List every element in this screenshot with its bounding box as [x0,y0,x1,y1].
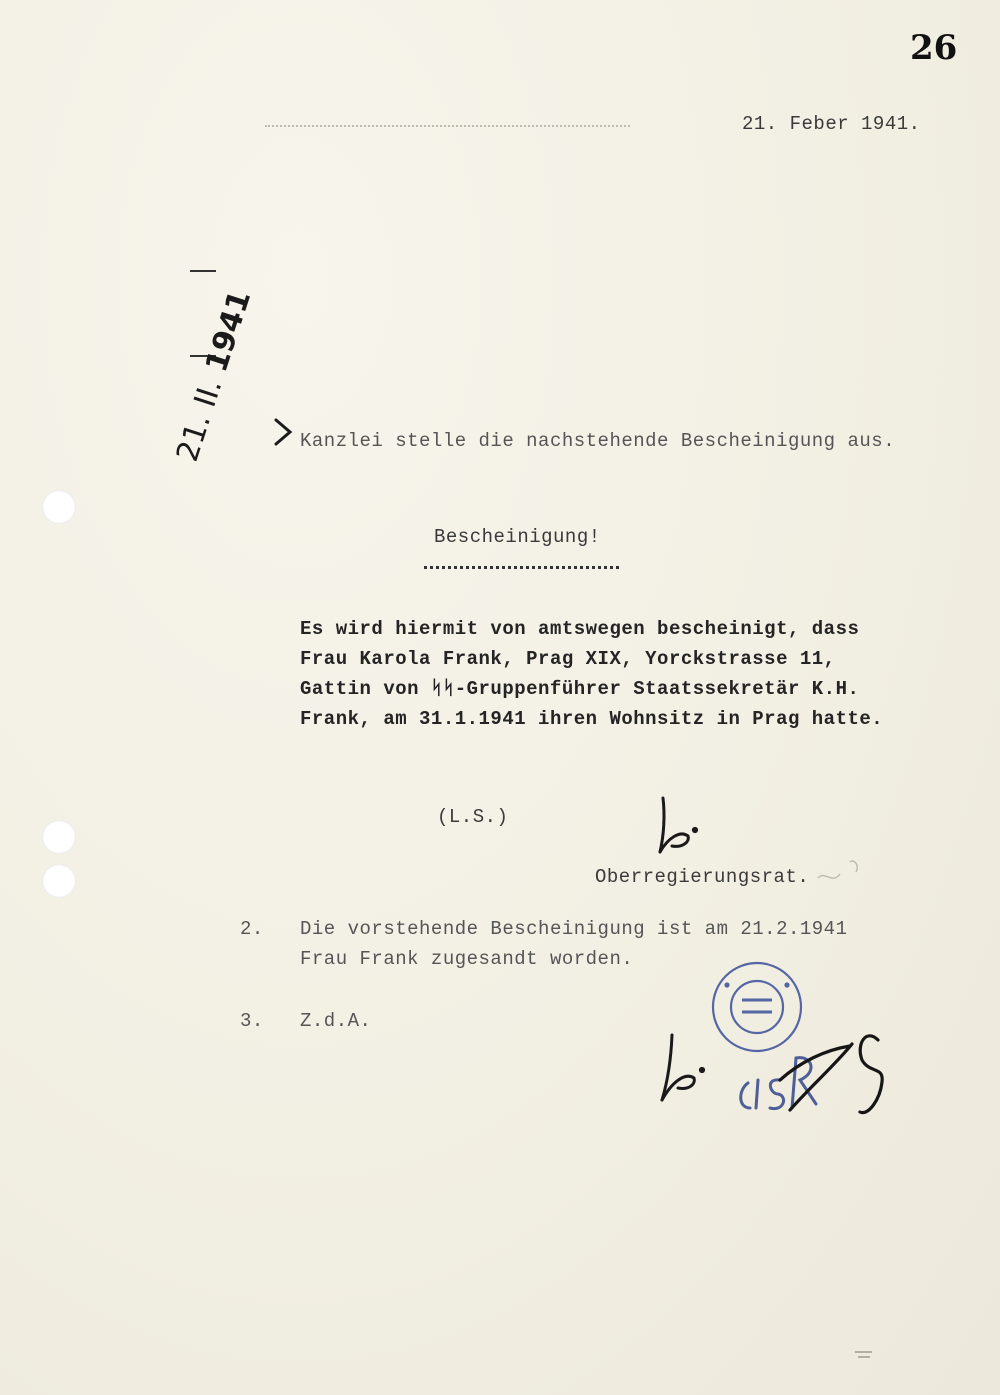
handwritten-initials-signature [662,1035,704,1100]
signatory-title: Oberregierungsrat. [595,866,810,888]
body-line: Frau Karola Frank, Prag XIX, Yorckstrasse 11, [300,648,836,670]
round-rubber-stamp [713,963,801,1051]
item-3-number: 3. [240,1010,264,1032]
item-3-text: Z.d.A. [300,1010,372,1032]
seal-label: (L.S.) [437,806,509,828]
item-2-number: 2. [240,918,264,940]
page-number: 26 [910,28,958,68]
handwritten-initials-signature [660,798,697,852]
stamp-arrow-mark [276,420,290,444]
item-2-line: Frau Frank zugesandt worden. [300,948,634,970]
stamp-year: 1941 [199,286,259,377]
document-date: 21. Feber 1941. [742,113,921,135]
stamp-day-month: 21. II. [170,365,233,466]
stray-ink-mark [855,1352,872,1357]
body-line: Gattin von ᛋᛋ-Gruppenführer Staatssekretär K.H. [300,678,860,700]
certificate-heading: Bescheinigung! [434,526,601,548]
faint-pencil-marks [818,861,857,878]
handwritten-annotation [741,1058,816,1109]
body-line: Frank, am 31.1.1941 ihren Wohnsitz in Prag hatte. [300,708,884,730]
instruction-kanzlei: Kanzlei stelle die nachstehende Bescheinigung aus. [300,430,896,452]
body-line: Es wird hiermit von amtswegen bescheinigt, dass [300,618,860,640]
item-2-line: Die vorstehende Bescheinigung ist am 21.2.1941 [300,918,848,940]
